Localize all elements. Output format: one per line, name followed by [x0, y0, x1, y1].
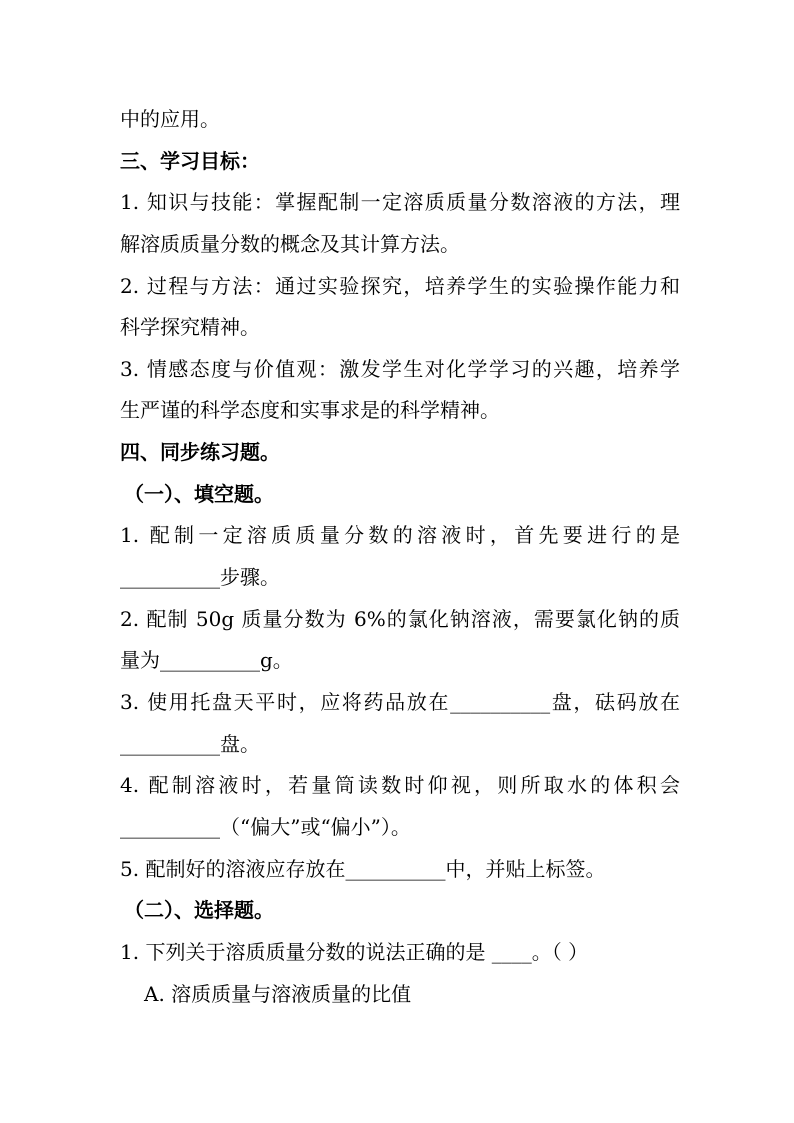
goal-2-line-1: 2. 过程与方法：通过实验探究，培养学生的实验操作能力和 — [120, 274, 680, 298]
goal-1-line-1: 1. 知识与技能：掌握配制一定溶质质量分数溶液的方法，理 — [120, 190, 680, 214]
section-heading-learning-goals: 三、学习目标： — [120, 149, 260, 173]
section-heading-exercises: 四、同步练习题。 — [120, 440, 280, 464]
fill-question-5: 5. 配制好的溶液应存放在__________中，并贴上标签。 — [120, 857, 606, 881]
fill-question-4-line-2: __________（“偏大”或“偏小”）。 — [120, 815, 411, 839]
fill-question-1-line-1: 1. 配制一定溶质质量分数的溶液时，首先要进行的是 — [120, 523, 680, 547]
fill-question-1-line-2: __________步骤。 — [120, 565, 280, 589]
fill-question-4-line-1: 4. 配制溶液时，若量筒读数时仰视，则所取水的体积会 — [120, 773, 680, 797]
fill-question-2-line-1: 2. 配制 50g 质量分数为 6%的氯化钠溶液，需要氯化钠的质 — [120, 607, 680, 631]
choice-option-a: A. 溶质质量与溶液质量的比值 — [144, 982, 412, 1006]
subsection-heading-multiple-choice: （二）、选择题。 — [124, 898, 274, 922]
choice-question-1: 1. 下列关于溶质质量分数的说法正确的是 ____。（ ） — [120, 940, 589, 964]
goal-2-line-2: 科学探究精神。 — [120, 315, 260, 339]
text-line-continuation: 中的应用。 — [120, 107, 220, 131]
fill-question-2-line-2: 量为__________g。 — [120, 648, 293, 672]
fill-question-3-line-2: __________盘。 — [120, 732, 260, 756]
fill-question-3-line-1: 3. 使用托盘天平时，应将药品放在__________盘，砝码放在 — [120, 690, 680, 714]
subsection-heading-fill-in: （一）、填空题。 — [124, 482, 274, 506]
goal-3-line-2: 生严谨的科学态度和实事求是的科学精神。 — [120, 398, 500, 422]
goal-3-line-1: 3. 情感态度与价值观：激发学生对化学学习的兴趣，培养学 — [120, 357, 680, 381]
goal-1-line-2: 解溶质质量分数的概念及其计算方法。 — [120, 232, 460, 256]
